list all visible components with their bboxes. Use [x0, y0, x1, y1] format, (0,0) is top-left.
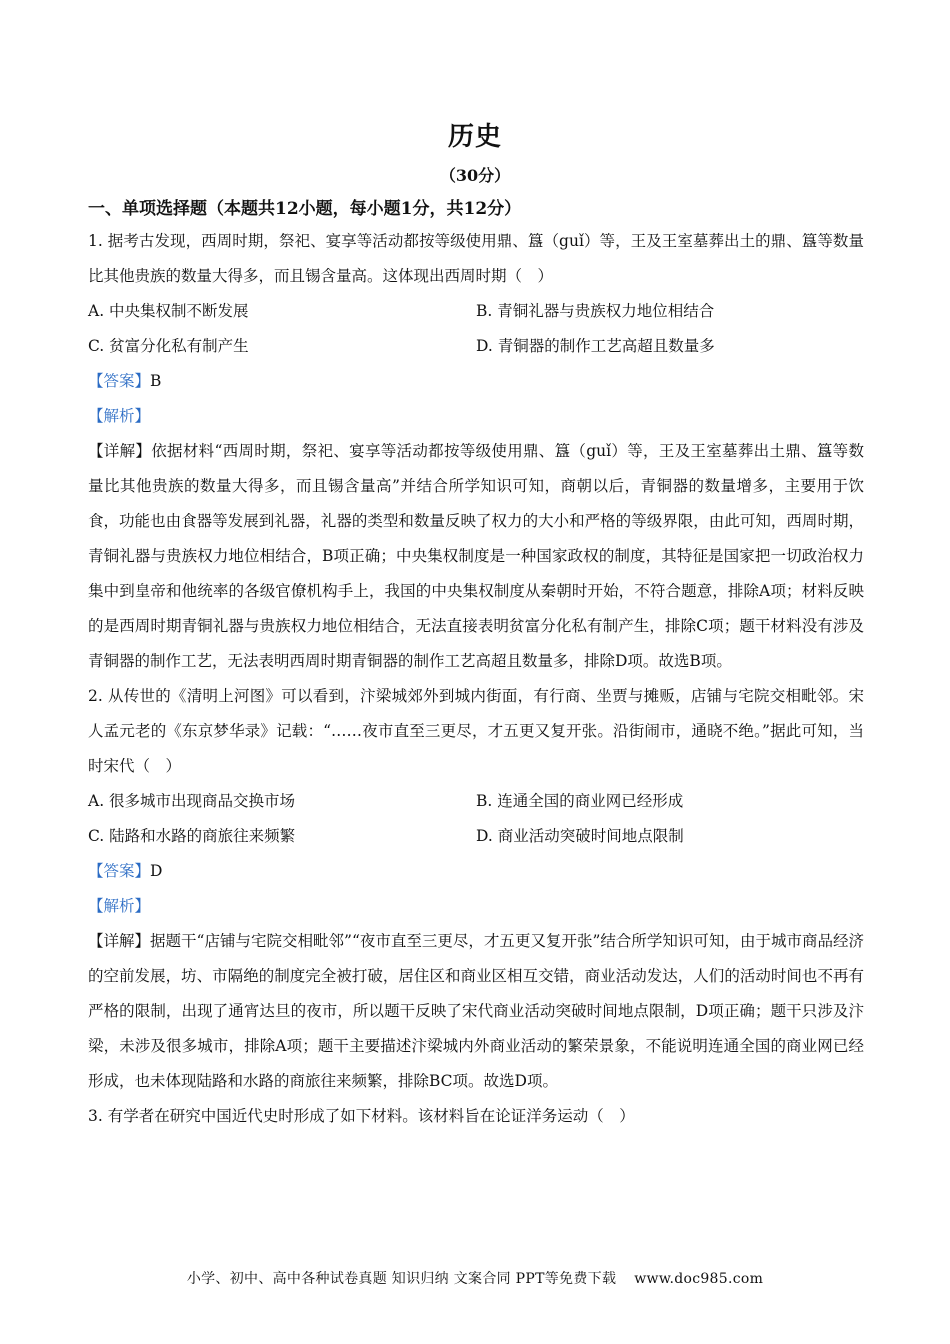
page-footer — [0, 1268, 950, 1288]
q1-answer — [88, 364, 864, 399]
analysis-tag: 【解析】 — [88, 407, 151, 425]
q1-option-c: C. 贫富分化私有制产生 — [88, 337, 249, 355]
answer-tag: 【答案】 — [88, 862, 151, 880]
analysis-tag: 【解析】 — [88, 897, 151, 915]
q2-detail — [88, 924, 864, 1099]
q1-options — [88, 294, 864, 364]
q2-detail-text: 据题干“店铺与宅院交相毗邻”“夜市直至三更尽，才五更又复开张”结合所学知识可知，由于城市商品经济的空前发展，坊、市隔绝的制度完全被打破，居住区和商业区相互交错，商业活动发达，人们的活动时间也不再有严格的限制，出现了通宵达旦的夜市，所以题干反映了宋代商业活动突破时间地点限制，D项正确；题干只涉及汴梁，未涉及很多城市，排除A项；题干主要描述汴梁城内外商业活动的繁荣景象，不能说明连通全国的商业网已经形成，也未体现陆路和水路的商旅往来频繁，排除BC项。故选D项。 — [88, 932, 864, 1090]
q1-stem: 1. 据考古发现，西周时期，祭祀、宴享等活动都按等级使用鼎、簋（guǐ）等，王及王室墓葬出土的鼎、簋等数量比其他贵族的数量大得多，而且锡含量高。这体现出西周时期（ ） — [88, 232, 864, 285]
q2-answer-value: D — [150, 862, 163, 880]
q2-option-d: D. 商业活动突破时间地点限制 — [476, 827, 684, 845]
q2-option-b: B. 连通全国的商业网已经形成 — [476, 792, 684, 810]
footer-url[interactable]: www.doc985.com — [634, 1271, 764, 1287]
q1-option-b: B. 青铜礼器与贵族权力地位相结合 — [476, 302, 715, 320]
answer-tag: 【答案】 — [88, 372, 151, 390]
section-heading: 一、单项选择题（本题共12小题，每小题1分，共12分） — [88, 199, 522, 219]
q1-option-d: D. 青铜器的制作工艺高超且数量多 — [476, 337, 715, 355]
q2-stem: 2. 从传世的《清明上河图》可以看到，汴梁城郊外到城内街面，有行商、坐贾与摊贩，店铺与宅院交相毗邻。宋人孟元老的《东京梦华录》记载：“……夜市直至三更尽，才五更又复开张。沿街闹市，通晓不绝。”据此可知，当时宋代（ ） — [88, 687, 864, 775]
q2-analysis — [88, 889, 864, 924]
detail-tag: 【详解】 — [88, 442, 152, 460]
q2-answer — [88, 854, 864, 889]
total-score: （30分） — [439, 166, 511, 185]
q2-options — [88, 784, 864, 854]
q1-answer-value: B — [150, 372, 162, 390]
q2-option-c: C. 陆路和水路的商旅往来频繁 — [88, 827, 296, 845]
question-content — [88, 224, 864, 1134]
q3-stem: 3. 有学者在研究中国近代史时形成了如下材料。该材料旨在论证洋务运动（ ） — [88, 1107, 635, 1125]
q1-analysis — [88, 399, 864, 434]
q1-detail-text: 依据材料“西周时期，祭祀、宴享等活动都按等级使用鼎、簋（guǐ）等，王及王室墓葬出土鼎、簋等数量比其他贵族的数量大得多，而且锡含量高”并结合所学知识可知，商朝以后，青铜器的数量增多，主要用于饮食，功能也由食器等发展到礼器，礼器的类型和数量反映了权力的大小和严格的等级界限，由此可知，西周时期，青铜礼器与贵族权力地位相结合，B项正确；中央集权制度是一种国家政权的制度，其特征是国家把一切政治权力集中到皇帝和他统率的各级官僚机构手上，我国的中央集权制度从秦朝时开始，不符合题意，排除A项；材料反映的是西周时期青铜礼器与贵族权力地位相结合，无法直接表明贫富分化私有制产生，排除C项；题干材料没有涉及青铜器的制作工艺，无法表明西周时期青铜器的制作工艺高超且数量多，排除D项。故选B项。 — [88, 442, 864, 670]
page-title: 历史 — [447, 122, 502, 152]
q2-option-a: A. 很多城市出现商品交换市场 — [88, 792, 296, 810]
footer-text: 小学、初中、高中各种试卷真题 知识归纳 文案合同 PPT等免费下载 — [186, 1271, 617, 1287]
q1-detail — [88, 434, 864, 679]
detail-tag: 【详解】 — [88, 932, 151, 950]
q1-option-a: A. 中央集权制不断发展 — [88, 302, 249, 320]
